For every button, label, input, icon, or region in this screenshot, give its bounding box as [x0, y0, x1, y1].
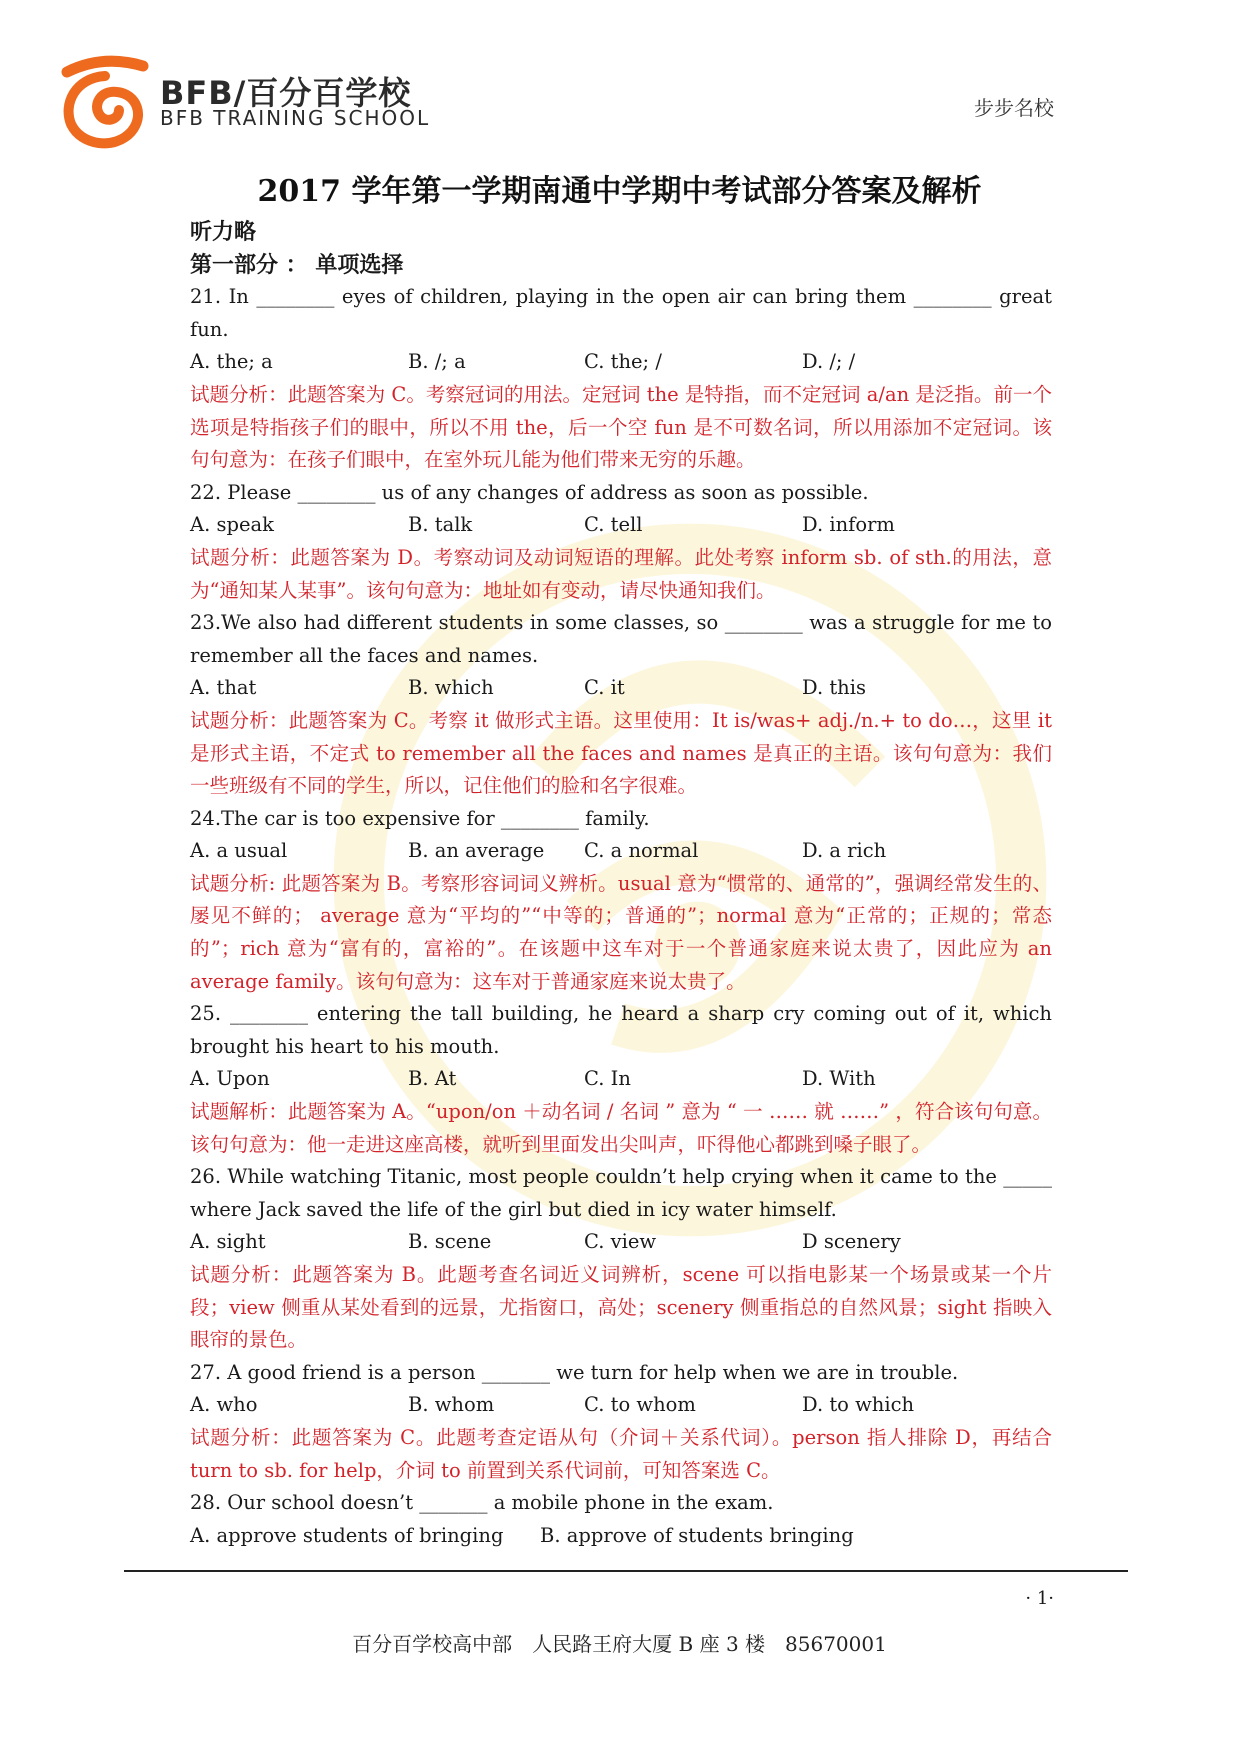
option: A. Upon [190, 1067, 270, 1091]
footer-divider [124, 1570, 1128, 1572]
option: B. scene [408, 1230, 492, 1254]
option: B. whom [408, 1393, 495, 1417]
options-row [190, 1063, 1052, 1096]
document-body [190, 216, 1052, 1552]
question-stem: 21. In ________ eyes of children, playing in the open air can bring them ________ great fun. [190, 285, 1052, 341]
option: C. tell [584, 513, 643, 537]
option: D. a rich [802, 839, 887, 863]
listening-note: 听力略 [190, 219, 257, 245]
options-row [190, 346, 1052, 379]
question-stem: 26. While watching Titanic, most people couldn’t help crying when it came to the _____ where Jack saved the life of the girl but died in icy water himself. [190, 1165, 1052, 1221]
option: C. In [584, 1067, 631, 1091]
analysis-text: 试题分析：此题答案为 C。考察冠词的用法。定冠词 the 是特指，而不定冠词 a/an 是泛指。前一个选项是特指孩子们的眼中，所以不用 the，后一个空 fun 是不可数名词，所以用添加不定冠词。该句句意为：在孩子们眼中，在室外玩儿能为他们带来无穷的乐趣。 [190, 382, 1052, 472]
question-stem: 22. Please ________ us of any changes of address as soon as possible. [190, 480, 869, 504]
brand-subtitle: BFB TRAINING SCHOOL [160, 106, 431, 130]
option: C. a normal [584, 839, 699, 863]
option: A. speak [190, 513, 274, 537]
options-row [190, 1520, 1052, 1553]
options-row [190, 1389, 1052, 1422]
analysis-text: 试题分析：此题答案为 C。考察 it 做形式主语。这里使用：It is/was+ adj./n.+ to do…，这里 it 是形式主语，不定式 to remember all the faces and names 是真正的主语。该句句意为：我们一些班级有不同的学生，所以，记住他们的脸和名字很难。 [190, 708, 1052, 798]
question-stem: 25. ________ entering the tall building, he heard a sharp cry coming out of it, which brought his heart to his mouth. [190, 1002, 1052, 1058]
option: B. talk [408, 513, 473, 537]
option: A. approve students of bringing [190, 1523, 504, 1547]
option: D. this [802, 676, 866, 700]
option: B. an average [408, 839, 545, 863]
analysis-text: 试题解析：此题答案为 A。“upon/on ＋动名词 / 名词 ” 意为 “ 一 …… 就 ……” ，符合该句句意。该句句意为：他一走进这座高楼，就听到里面发出尖叫声，吓得他心都跳到嗓子眼了。 [190, 1100, 1052, 1156]
option: B. which [408, 676, 494, 700]
option: C. the; / [584, 350, 662, 374]
option: C. it [584, 676, 625, 700]
option: C. to whom [584, 1393, 696, 1417]
options-row [190, 509, 1052, 542]
options-row [190, 672, 1052, 705]
option: B. /; a [408, 350, 466, 374]
page-title: 2017 学年第一学期南通中学期中考试部分答案及解析 [257, 174, 982, 209]
option: D. to which [802, 1393, 915, 1417]
option: D scenery [802, 1230, 901, 1254]
analysis-text: 试题分析: 此题答案为 B。考察形容词词义辨析。usual 意为“惯常的、通常的”，强调经常发生的、屡见不鲜的； average 意为“平均的”“中等的；普通的”；normal 意为“正常的；正规的；常态的”；rich 意为“富有的，富裕的”。在该题中这车对于一个普通家庭来说太贵了，因此应为 an average family。该句句意为：这车对于普通家庭来说太贵了。 [190, 871, 1052, 993]
question-stem: 28. Our school doesn’t _______ a mobile phone in the exam. [190, 1491, 774, 1515]
option: D. /; / [802, 350, 856, 374]
brand-name: BFB/百分百学校 [160, 74, 412, 112]
header-right-text: 步步名校 [974, 96, 1054, 120]
option: A. sight [190, 1230, 266, 1254]
options-row [190, 835, 1052, 868]
bfb-logo-icon [55, 52, 155, 152]
question-stem: 23.We also had different students in some classes, so ________ was a struggle for me to remember all the faces and names. [190, 611, 1052, 667]
section-title: 第一部分 ： 单项选择 [190, 251, 404, 278]
option: C. view [584, 1230, 657, 1254]
analysis-text: 试题分析：此题答案为 B。此题考查名词近义词辨析，scene 可以指电影某一个场景或某一个片段；view 侧重从某处看到的远景，尤指窗口，高处；scenery 侧重指总的自然风景；sight 指映入眼帘的景色。 [190, 1263, 1052, 1352]
option: B. approve of students bringing [540, 1523, 854, 1547]
footer-address: 百分百学校高中部 人民路王府大厦 B 座 3 楼 85670001 [352, 1632, 887, 1656]
option: A. who [190, 1393, 258, 1417]
question-stem: 24.The car is too expensive for ________ family. [190, 806, 650, 830]
option: A. a usual [190, 839, 288, 863]
analysis-text: 试题分析：此题答案为 C。此题考查定语从句（介词＋关系代词）。person 指人排除 D，再结合 turn to sb. for help，介词 to 前置到关系代词前，可知答案选 C。 [190, 1425, 1052, 1482]
option: B. At [408, 1067, 457, 1091]
analysis-text: 试题分析：此题答案为 D。考察动词及动词短语的理解。此处考察 inform sb. of sth.的用法，意为“通知某人某事”。该句句意为：地址如有变动，请尽快通知我们。 [190, 545, 1052, 602]
option: A. the; a [190, 350, 273, 374]
question-stem: 27. A good friend is a person _______ we turn for help when we are in trouble. [190, 1360, 959, 1384]
option: A. that [190, 676, 257, 700]
page-number: · 1· [1025, 1588, 1054, 1609]
option: D. inform [802, 513, 895, 537]
option: D. With [802, 1067, 876, 1091]
options-row [190, 1226, 1052, 1259]
